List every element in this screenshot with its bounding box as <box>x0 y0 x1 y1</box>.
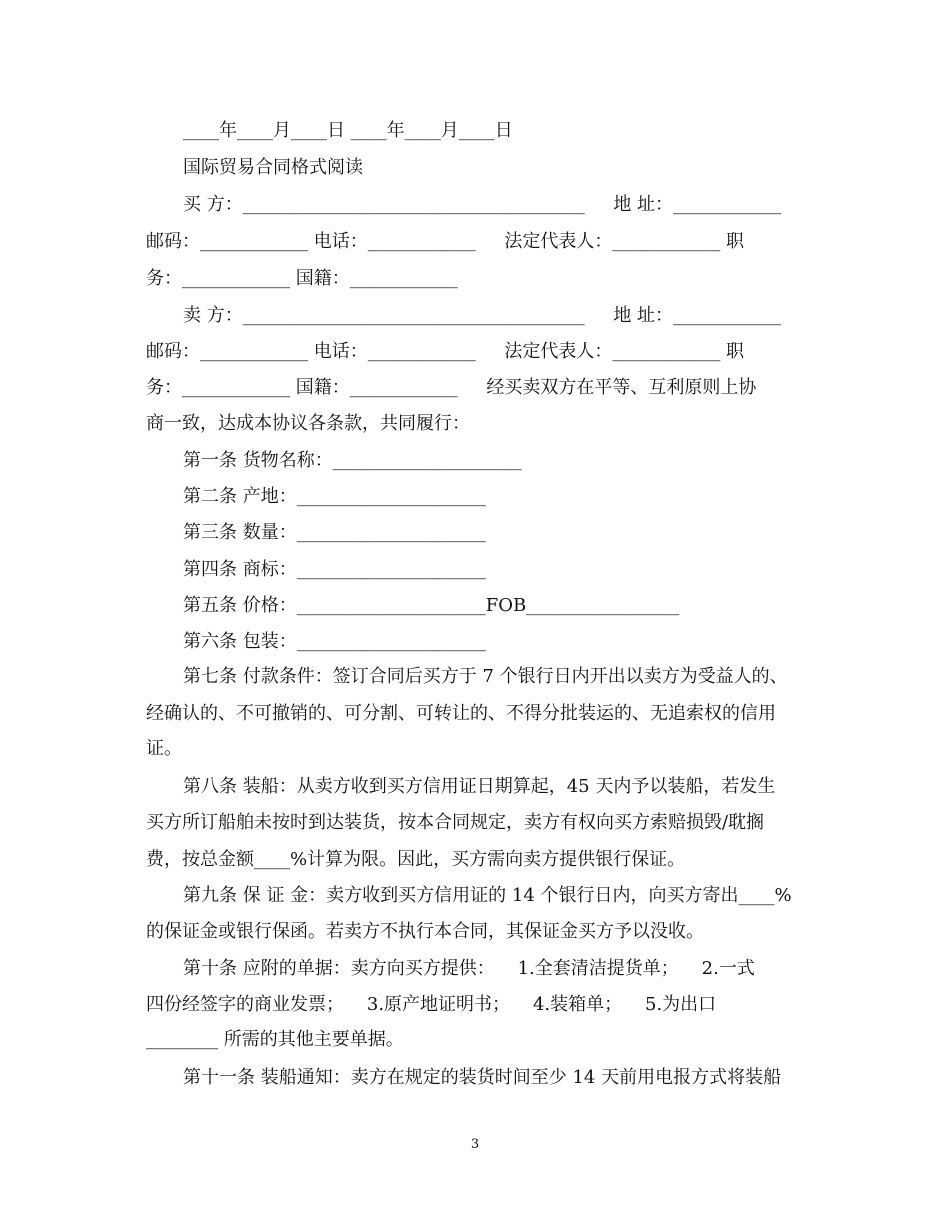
buyer-contact-line: 邮码：____________ 电话：____________ 法定代表人：____________ 职 <box>146 231 745 252</box>
article-2: 第二条 产地：_____________________ <box>183 486 486 507</box>
buyer-line: 买 方：______________________________________ 地 址：____________ <box>183 194 782 215</box>
article-7-line-1: 第七条 付款条件：签订合同后买方于 7 个银行日内开出以卖方为受益人的、 <box>183 666 788 687</box>
seller-contact-line: 邮码：____________ 电话：____________ 法定代表人：____________ 职 <box>146 341 745 362</box>
article-3: 第三条 数量：_____________________ <box>183 522 486 543</box>
article-10-line-3: ________ 所需的其他主要单据。 <box>146 1029 404 1050</box>
article-6: 第六条 包装：_____________________ <box>183 631 486 652</box>
seller-position-line: 务：____________ 国籍：____________ 经买卖双方在平等、互利原则上协 <box>146 377 757 398</box>
article-9-line-1: 第九条 保 证 金：卖方收到买方信用证的 14 个银行日内，向买方寄出____% <box>183 885 792 906</box>
article-5: 第五条 价格：_____________________FOB_________________ <box>183 595 680 616</box>
date-line: ____年____月____日 ____年____月____日 <box>183 120 513 141</box>
article-9-line-2: 的保证金或银行保函。若卖方不执行本合同，其保证金买方予以没收。 <box>146 921 704 942</box>
article-8-line-2: 买方所订船舶未按时到达装货，按本合同规定，卖方有权向买方索赔损毁/耽搁 <box>146 812 765 833</box>
article-10-line-1: 第十条 应附的单据：卖方向买方提供： 1.全套清洁提货单； 2.一式 <box>183 958 755 979</box>
article-7-line-2: 经确认的、不可撤销的、可分割、可转让的、不得分批装运的、无追索权的信用 <box>146 703 776 724</box>
agreement-line: 商一致，达成本协议各条款，共同履行： <box>146 413 470 434</box>
seller-line: 卖 方：______________________________________ 地 址：____________ <box>183 305 782 326</box>
article-7-line-3: 证。 <box>146 738 182 759</box>
article-11-line-1: 第十一条 装船通知：卖方在规定的装货时间至少 14 天前用电报方式将装船 <box>183 1067 782 1088</box>
page-number: 3 <box>470 1137 480 1152</box>
article-1: 第一条 货物名称：_____________________ <box>183 450 522 471</box>
article-8-line-1: 第八条 装船：从卖方收到买方信用证日期算起，45 天内予以装船，若发生 <box>183 776 776 797</box>
article-8-line-3: 费，按总金额____%计算为限。因此，买方需向卖方提供银行保证。 <box>146 849 686 870</box>
document-title: 国际贸易合同格式阅读 <box>183 157 363 178</box>
buyer-position-line: 务：____________ 国籍：____________ <box>146 268 458 289</box>
article-4: 第四条 商标：_____________________ <box>183 559 486 580</box>
article-10-line-2: 四份经签字的商业发票； 3.原产地证明书； 4.装箱单； 5.为出口 <box>146 994 717 1015</box>
